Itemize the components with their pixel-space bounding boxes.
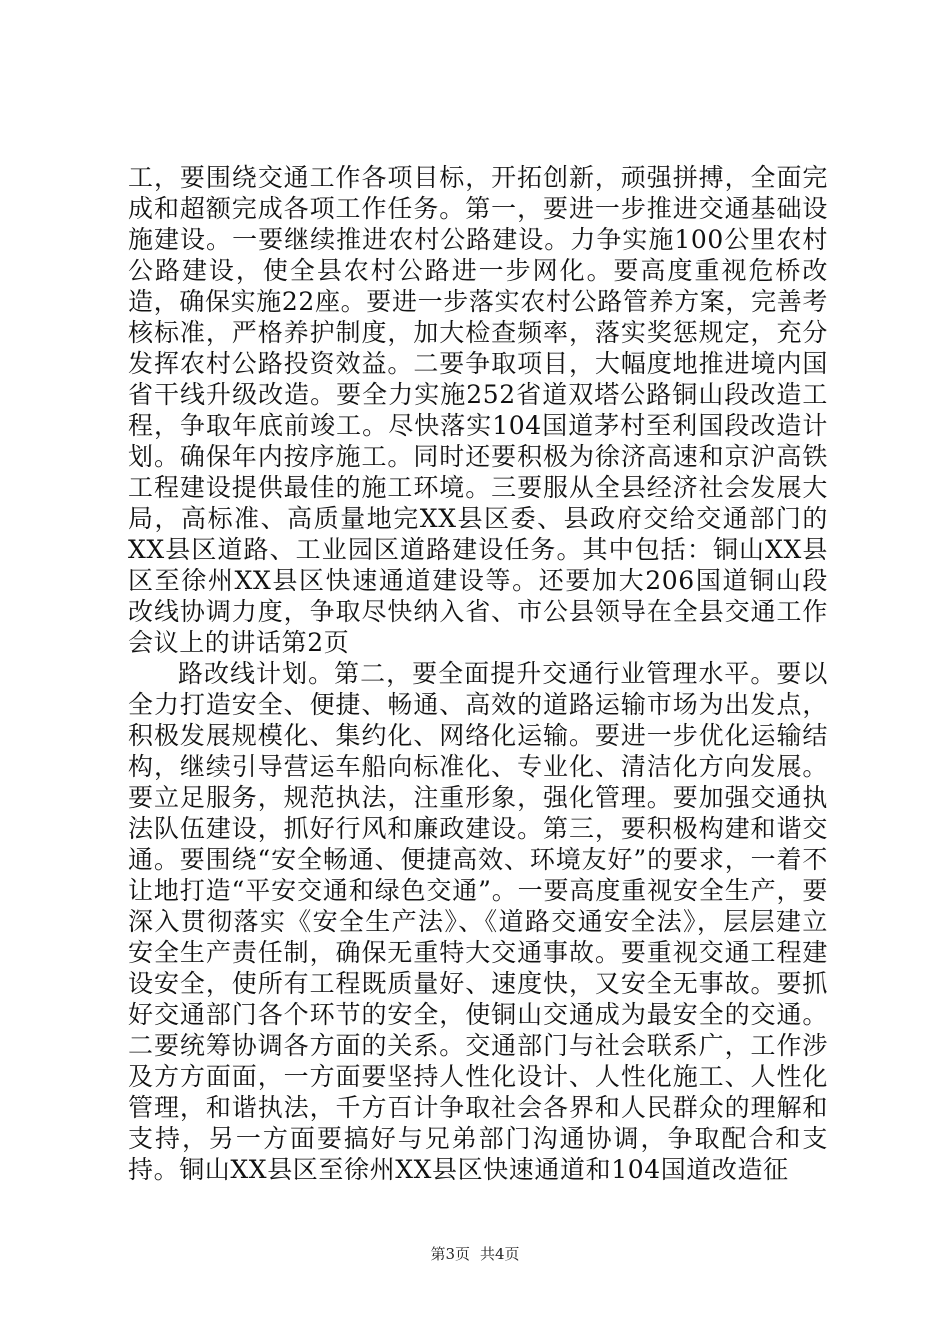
document-body: [128, 162, 828, 1185]
page-footer: [0, 1244, 950, 1264]
paragraph-2: 路改线计划。第二，要全面提升交通行业管理水平。要以全力打造安全、便捷、畅通、高效的道路运输市场为出发点，积极发展规模化、集约化、网络化运输。要进一步优化运输结构，继续引导营运车船向标准化、专业化、清洁化方向发展。要立足服务，规范执法，注重形象，强化管理。要加强交通执法队伍建设，抓好行风和廉政建设。第三，要积极构建和谐交通。要围绕“安全畅通、便捷高效、环境友好”的要求，一着不让地打造“平安交通和绿色交通”。一要高度重视安全生产，要深入贯彻落实《安全生产法》、《道路交通安全法》，层层建立安全生产责任制，确保无重特大交通事故。要重视交通工程建设安全，使所有工程既质量好、速度快，又安全无事故。要抓好交通部门各个环节的安全，使铜山交通成为最安全的交通。二要统筹协调各方面的关系。交通部门与社会联系广，工作涉及方方面面，一方面要坚持人性化设计、人性化施工、人性化管理，和谐执法，千方百计争取社会各界和人民群众的理解和支持，另一方面要搞好与兄弟部门沟通协调，争取配合和支持。铜山XX县区至徐州XX县区快速通道和104国道改造征: [128, 659, 828, 1184]
paragraph-1: 工，要围绕交通工作各项目标，开拓创新，顽强拼搏，全面完成和超额完成各项工作任务。第一，要进一步推进交通基础设施建设。一要继续推进农村公路建设。力争实施100公里农村公路建设，使全县农村公路进一步网化。要高度重视危桥改造，确保实施22座。要进一步落实农村公路管养方案，完善考核标准，严格养护制度，加大检查频率，落实奖惩规定，充分发挥农村公路投资效益。二要争取项目，大幅度地推进境内国省干线升级改造。要全力实施252省道双塔公路铜山段改造工程，争取年底前竣工。尽快落实104国道茅村至利国段改造计划。确保年内按序施工。同时还要积极为徐济高速和京沪高铁工程建设提供最佳的施工环境。三要服从全县经济社会发展大局，高标准、高质量地完XX县区委、县政府交给交通部门的XX县区道路、工业园区道路建设任务。其中包括：铜山XX县区至徐州XX县区快速通道建设等。还要加大206国道铜山段改线协调力度，争取尽快纳入省、市公县领导在全县交通工作会议上的讲话第2页: [128, 163, 828, 657]
page-total: 共4页: [480, 1245, 520, 1263]
page-number: 第3页: [430, 1245, 470, 1263]
